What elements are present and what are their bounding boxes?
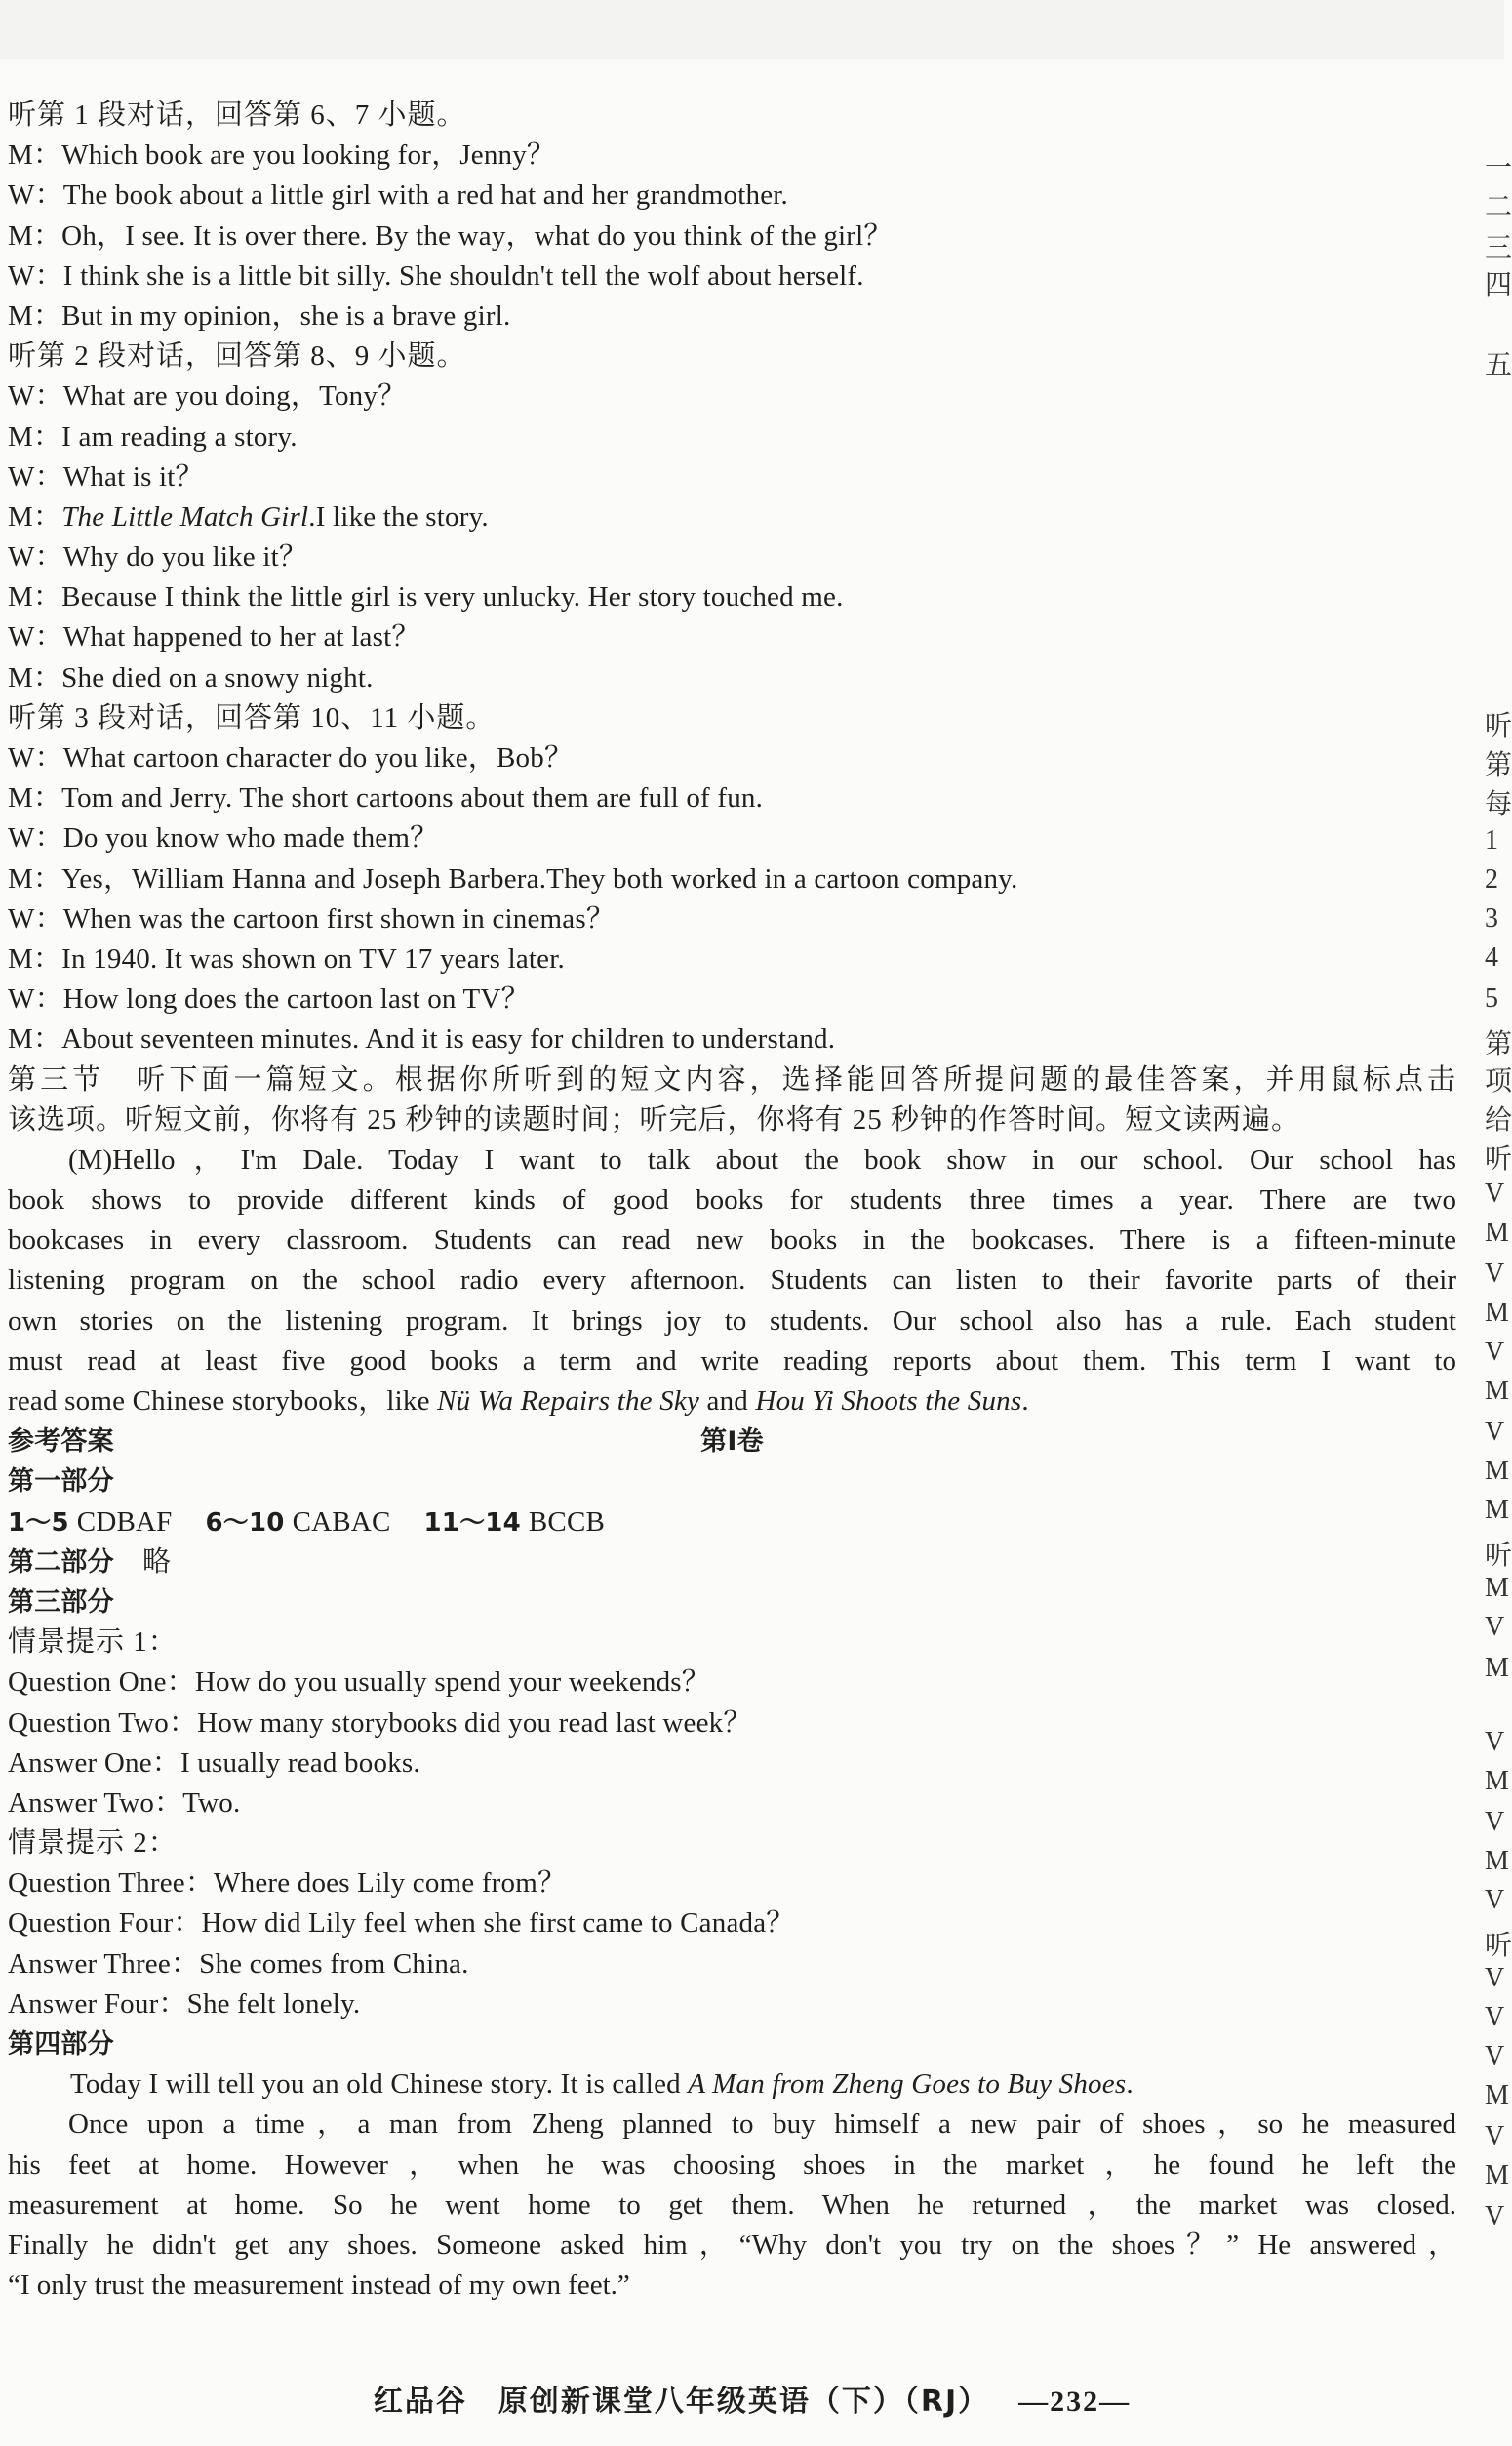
edge-glyph: V — [1485, 2002, 1505, 2032]
edge-glyph: 第 — [1485, 750, 1512, 781]
part-3-line: 情景提示 1： — [8, 1626, 178, 1659]
dialogue-line: 听第 3 段对话，回答第 10、11 小题。 — [8, 702, 496, 734]
edge-glyph: M — [1485, 2160, 1509, 2190]
dialogue-line: M：In 1940. It was shown on TV 17 years later. — [8, 942, 565, 975]
edge-glyph: V — [1485, 1179, 1505, 1209]
edge-glyph: 5 — [1485, 983, 1498, 1014]
answer-letters: CABAC — [292, 1505, 391, 1538]
edge-glyph: M — [1485, 1766, 1509, 1796]
dialogue-line: M：I am reading a story. — [8, 421, 298, 453]
dialogue-block-1 — [8, 96, 1456, 498]
story-line: measurement at home. So he went home to get them. When he returned，the market was closed. — [8, 2188, 1456, 2221]
dale-passage — [8, 1141, 1456, 1382]
instruction-line: 该选项。听短文前，你将有 25 秒钟的读题时间；听完后，你将有 25 秒钟的作答时间。短文读两遍。 — [8, 1103, 1301, 1136]
dialogue-line: M：About seventeen minutes. And it is easy for children to understand. — [8, 1023, 836, 1056]
book-title-footer: 红品谷 原创新课堂八年级英语（下）（RJ） — [373, 2385, 990, 2419]
dialogue-line: 听第 1 段对话，回答第 6、7 小题。 — [8, 100, 466, 131]
story-title: The Little Match Girl — [61, 501, 309, 533]
dialogue-line: W：What are you doing，Tony？ — [8, 381, 407, 413]
edge-glyph: V — [1485, 1612, 1505, 1642]
dialogue-line: W：What happened to her at last？ — [8, 622, 420, 654]
part-2-text: 略 — [142, 1545, 172, 1578]
edge-glyph: 给 — [1485, 1105, 1512, 1136]
book-title: Hou Yi Shoots the Suns — [755, 1385, 1022, 1417]
dale-passage-last-line: read some Chinese storybooks，like Nü Wa Repairs the Sky and Hou Yi Shoots the Suns. — [8, 1385, 1029, 1417]
part-3-line: Question Four：How did Lily feel when she first came to Canada？ — [8, 1907, 795, 1940]
edge-glyph: M — [1485, 1573, 1509, 1603]
edge-glyph: 三 — [1485, 233, 1512, 263]
part-3-line: Answer Three：She comes from China. — [8, 1947, 469, 1980]
edge-glyph: 4 — [1485, 942, 1498, 973]
dialogue-line: M：She died on a snowy night. — [8, 662, 374, 694]
volume-title: 第Ⅰ卷 — [700, 1426, 764, 1458]
passage-line: (M)Hello，I'm Dale. Today I want to talk about the book show in our school. Our school has — [68, 1143, 1456, 1176]
dialogue-line: M：Oh，I see. It is over there. By the way，what do you think of the girl？ — [8, 220, 893, 252]
edge-glyph: V — [1485, 1259, 1505, 1289]
passage-line: must read at least five good books a term and write reading reports about them. This term I want to — [8, 1344, 1456, 1377]
passage-line: book shows to provide different kinds of good books for students three times a year. There are two — [8, 1184, 1456, 1217]
dialogue-line: M：Because I think the little girl is very unlucky. Her story touched me. — [8, 581, 844, 614]
edge-glyph: 二 — [1485, 192, 1512, 222]
edge-glyph: 四 — [1485, 270, 1512, 301]
part-3-line: Question Two：How many storybooks did you read last week？ — [8, 1706, 752, 1739]
dialogue-line: M：Yes，William Hanna and Joseph Barbera.They both worked in a cartoon company. — [8, 862, 1018, 895]
part-3-line: Answer Four：She felt lonely. — [8, 1987, 361, 2020]
part-3-line: 情景提示 2： — [8, 1827, 178, 1860]
passage-line: own stories on the listening program. It brings joy to students. Our school also has a rule. Each student — [8, 1304, 1456, 1337]
page-number: —232— — [1018, 2386, 1132, 2418]
story-title: A Man from Zheng Goes to Buy Shoes — [688, 2068, 1127, 2101]
document-page — [8, 96, 1456, 2306]
edge-glyph: V — [1485, 1417, 1505, 1447]
edge-glyph: 五 — [1485, 350, 1512, 381]
dialogue-line: W：How long does the cartoon last on TV？ — [8, 983, 530, 1016]
page-footer — [0, 2377, 1504, 2420]
part-1-answers — [8, 1503, 1456, 1543]
edge-glyph: 一 — [1485, 153, 1512, 183]
edge-glyph: M — [1485, 1376, 1509, 1406]
dialogue-line: M：Which book are you looking for，Jenny？ — [8, 140, 556, 172]
answer-letters: BCCB — [528, 1505, 606, 1538]
part-3-content — [8, 1623, 1456, 2025]
edge-glyph: 1 — [1485, 825, 1498, 856]
edge-glyph: 听 — [1485, 1144, 1512, 1175]
part-4-heading: 第四部分 — [8, 2029, 114, 2060]
edge-glyph: 听 — [1485, 711, 1512, 742]
dialogue-line: 听第 2 段对话，回答第 8、9 小题。 — [8, 341, 466, 373]
part-1-heading: 第一部分 — [8, 1466, 114, 1498]
answers-heading: 参考答案 — [8, 1426, 114, 1458]
edge-glyph: M — [1485, 1653, 1509, 1683]
edge-glyph: M — [1485, 2080, 1509, 2110]
part-3-line: Question One：How do you usually spend your weekends？ — [8, 1666, 710, 1699]
answer-group — [8, 1506, 173, 1538]
dialogue-line: W：Do you know who made them？ — [8, 822, 439, 855]
dialogue-line: W：What cartoon character do you like，Bob？ — [8, 742, 574, 774]
answer-range: 6～10 — [205, 1507, 285, 1538]
answer-range: 1～5 — [8, 1507, 69, 1538]
edge-glyph: V — [1485, 1885, 1505, 1915]
passage-line: bookcases in every classroom. Students can read new books in the bookcases. There is a fifteen-minute — [8, 1224, 1456, 1257]
answer-range: 11～14 — [423, 1507, 521, 1538]
dialogue-line: W：What is it？ — [8, 461, 204, 493]
story-line: Once upon a time，a man from Zheng planned to buy himself a new pair of shoes，so he measured — [68, 2108, 1456, 2141]
answer-letters: CDBAF — [76, 1505, 173, 1538]
story-passage — [8, 2105, 1456, 2306]
edge-glyph: 第 — [1485, 1029, 1512, 1060]
edge-glyph: V — [1485, 1963, 1505, 1993]
part-3-line: Answer One：I usually read books. — [8, 1746, 420, 1779]
answer-group — [206, 1506, 391, 1538]
edge-glyph: 2 — [1485, 864, 1498, 895]
dialogue-line: M：Tom and Jerry. The short cartoons about them are full of fun. — [8, 782, 764, 815]
instruction-line: 第三节 听下面一篇短文。根据你所听到的短文内容，选择能回答所提问题的最佳答案，并用鼠标点击 — [8, 1063, 1456, 1096]
edge-glyph: V — [1485, 2121, 1505, 2151]
edge-glyph: M — [1485, 1298, 1509, 1328]
dialogue-line: W：I think she is a little bit silly. She shouldn't tell the wolf about herself. — [8, 260, 864, 292]
dialogue-line: M：The Little Match Girl.I like the story. — [8, 501, 489, 533]
edge-glyph: V — [1485, 1807, 1505, 1837]
story-line: Finally he didn't get any shoes. Someone asked him，“Why don't you try on the shoes？” He answered， — [8, 2228, 1456, 2261]
story-intro: Today I will tell you an old Chinese story. It is called A Man from Zheng Goes to Buy Shoes. — [70, 2068, 1134, 2101]
part-3-line: Question Three：Where does Lily come from？ — [8, 1867, 567, 1900]
edge-glyph: V — [1485, 1727, 1505, 1757]
part-2-heading: 第二部分 — [8, 1546, 114, 1578]
answer-group — [424, 1506, 606, 1538]
edge-glyph: 项 — [1485, 1066, 1512, 1097]
edge-glyph: 每 — [1485, 789, 1512, 820]
edge-glyph: 3 — [1485, 903, 1498, 934]
dialogue-line: W：When was the cartoon first shown in cinemas？ — [8, 902, 616, 935]
dialogue-block-2 — [8, 538, 1456, 1060]
passage-line: listening program on the school radio every afternoon. Students can listen to their favorite parts of their — [8, 1264, 1456, 1297]
edge-glyph: M — [1485, 1495, 1509, 1525]
top-margin — [0, 0, 1504, 59]
story-line: “I only trust the measurement instead of my own feet.” — [8, 2269, 630, 2302]
adjacent-page-edge — [1475, 0, 1512, 2446]
part-3-heading: 第三部分 — [8, 1586, 114, 1618]
book-title: Nü Wa Repairs the Sky — [437, 1385, 700, 1417]
part-2-row — [8, 1543, 1456, 1583]
story-line: his feet at home. However，when he was choosing shoes in the market，he found he left the — [8, 2148, 1456, 2181]
section-3-instructions — [8, 1061, 1456, 1141]
edge-glyph: V — [1485, 2041, 1505, 2071]
edge-glyph: 听 — [1485, 1931, 1512, 1961]
edge-glyph: M — [1485, 1456, 1509, 1486]
edge-glyph: M — [1485, 1846, 1509, 1876]
dialogue-line: M：But in my opinion，she is a brave girl. — [8, 300, 511, 332]
dialogue-line: W：Why do you like it？ — [8, 541, 308, 574]
dialogue-line: W：The book about a little girl with a red hat and her grandmother. — [8, 180, 788, 212]
edge-glyph: 听 — [1485, 1541, 1512, 1571]
edge-glyph: V — [1485, 1337, 1505, 1367]
edge-glyph: M — [1485, 1218, 1509, 1248]
part-3-line: Answer Two：Two. — [8, 1786, 241, 1819]
edge-glyph: V — [1485, 2201, 1505, 2231]
